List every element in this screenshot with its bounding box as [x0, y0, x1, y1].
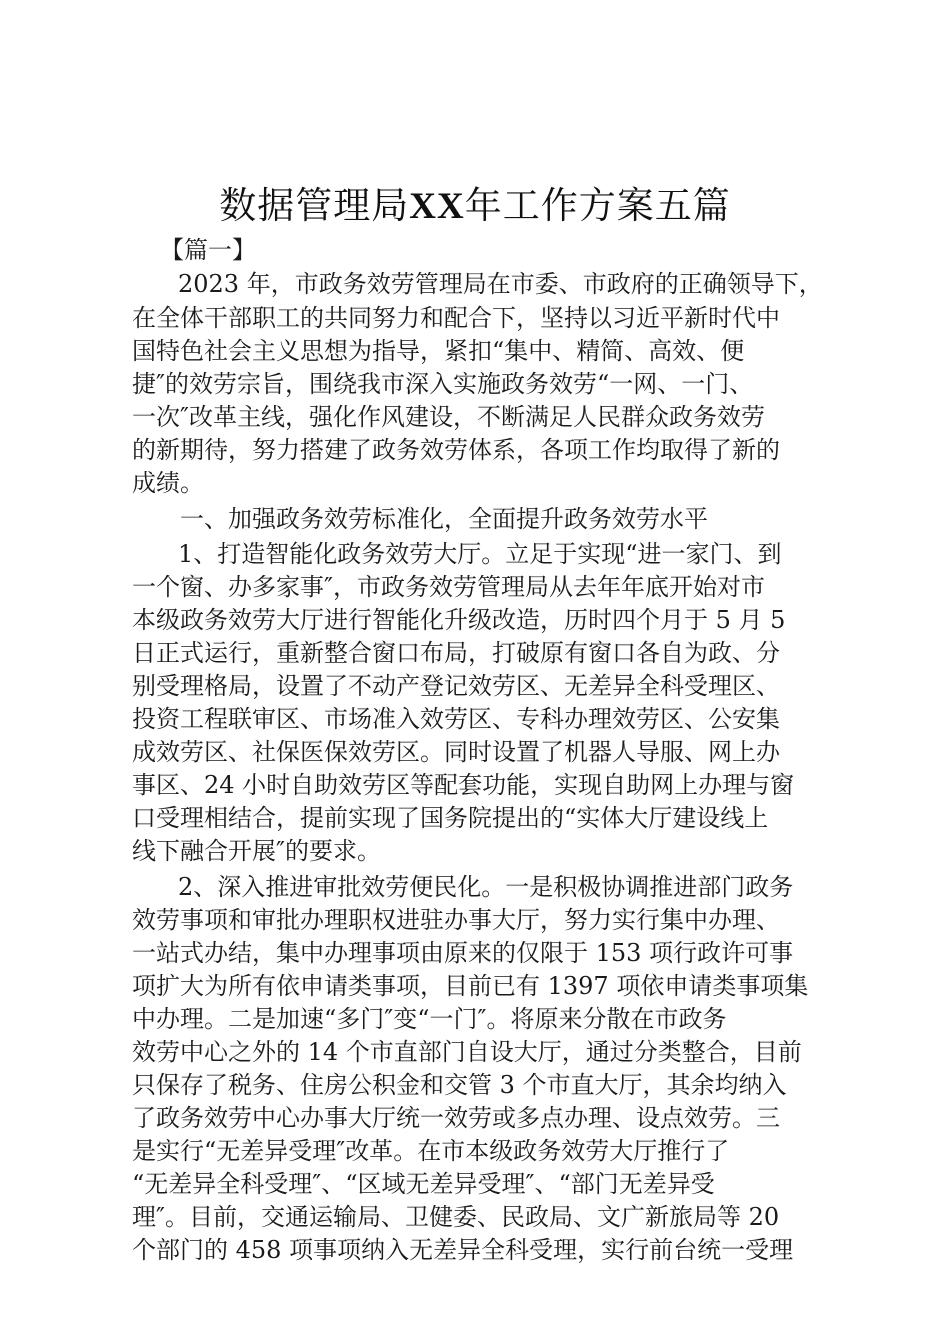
paragraph-line: 口受理相结合，提前实现了国务院提出的“实体大厅建设线上: [132, 804, 769, 832]
paragraph-line: 事区、24 小时自助效劳区等配套功能，实现自助网上办理与窗: [132, 771, 795, 799]
section-heading: 一、加强政务效劳标准化，全面提升政务效劳水平: [180, 505, 708, 533]
paragraph-line: 日正式运行，重新整合窗口布局，打破原有窗口各自为政、分: [132, 639, 780, 667]
paragraph-line: 一次″改革主线，强化作风建设，不断满足人民群众政务效劳: [132, 403, 765, 431]
paragraph-line: 一站式办结，集中办理事项由原来的仅限于 153 项行政许可事: [132, 939, 794, 967]
paragraph-line: 投资工程联审区、市场准入效劳区、专科办理效劳区、公安集: [132, 705, 780, 733]
paragraph-line: 中办理。二是加速“多门″变“一门″。将原来分散在市政务: [132, 1005, 727, 1033]
paragraph-line: 效劳事项和审批办理职权进驻办事大厅，努力实行集中办理、: [132, 906, 780, 934]
paragraph-line: 只保存了税务、住房公积金和交管 3 个市直大厅，其余均纳入: [132, 1071, 787, 1099]
paragraph-line: 2、深入推进审批效劳便民化。一是积极协调推进部门政务: [178, 873, 794, 901]
section-label: 【篇一】: [160, 236, 256, 264]
paragraph-line: 个部门的 458 项事项纳入无差异全科受理，实行前台统一受理: [132, 1236, 794, 1264]
paragraph-line: 本级政务效劳大厅进行智能化升级改造，历时四个月于 5 月 5: [132, 606, 786, 634]
paragraph-line: “无差异全科受理″、“区域无差异受理″、“部门无差异受: [132, 1170, 715, 1198]
paragraph-line: 成效劳区、社保医保效劳区。同时设置了机器人导服、网上办: [132, 738, 780, 766]
paragraph-line: 国特色社会主义思想为指导，紧扣“集中、精简、高效、便: [132, 337, 745, 365]
paragraph-line: 项扩大为所有依申请类事项，目前已有 1397 项依申请类事项集: [132, 972, 809, 1000]
paragraph-line: 成绩。: [132, 469, 204, 497]
paragraph-line: 的新期待，努力搭建了政务效劳体系，各项工作均取得了新的: [132, 436, 780, 464]
paragraph-line: 捷″的效劳宗旨，围绕我市深入实施政务效劳“一网、一门、: [132, 370, 754, 398]
paragraph-line: 一个窗、办多家事″，市政务效劳管理局从去年年底开始对市: [132, 573, 765, 601]
title-latin: XX: [409, 186, 465, 227]
paragraph-line: 理″。目前，交通运输局、卫健委、民政局、文广新旅局等 20: [132, 1203, 780, 1231]
paragraph-line: 别受理格局，设置了不动产登记效劳区、无差异全科受理区、: [132, 672, 780, 700]
paragraph-line: 了政务效劳中心办事大厅统一效劳或多点办理、设点效劳。三: [132, 1104, 780, 1132]
title-suffix: 年工作方案五篇: [464, 184, 731, 227]
paragraph-line: 在全体干部职工的共同努力和配合下，坚持以习近平新时代中: [132, 304, 780, 332]
document-title: [0, 184, 950, 229]
paragraph-line: 线下融合开展″的要求。: [132, 837, 381, 865]
paragraph-line: 效劳中心之外的 14 个市直部门自设大厅，通过分类整合，目前: [132, 1038, 802, 1066]
paragraph-line: 是实行“无差异受理″改革。在市本级政务效劳大厅推行了: [132, 1137, 730, 1165]
paragraph-line: 2023 年，市政务效劳管理局在市委、市政府的正确领导下，: [178, 270, 823, 298]
title-prefix: 数据管理局: [219, 184, 410, 227]
paragraph-line: 1、打造智能化政务效劳大厅。立足于实现“进一家门、到: [178, 540, 782, 568]
